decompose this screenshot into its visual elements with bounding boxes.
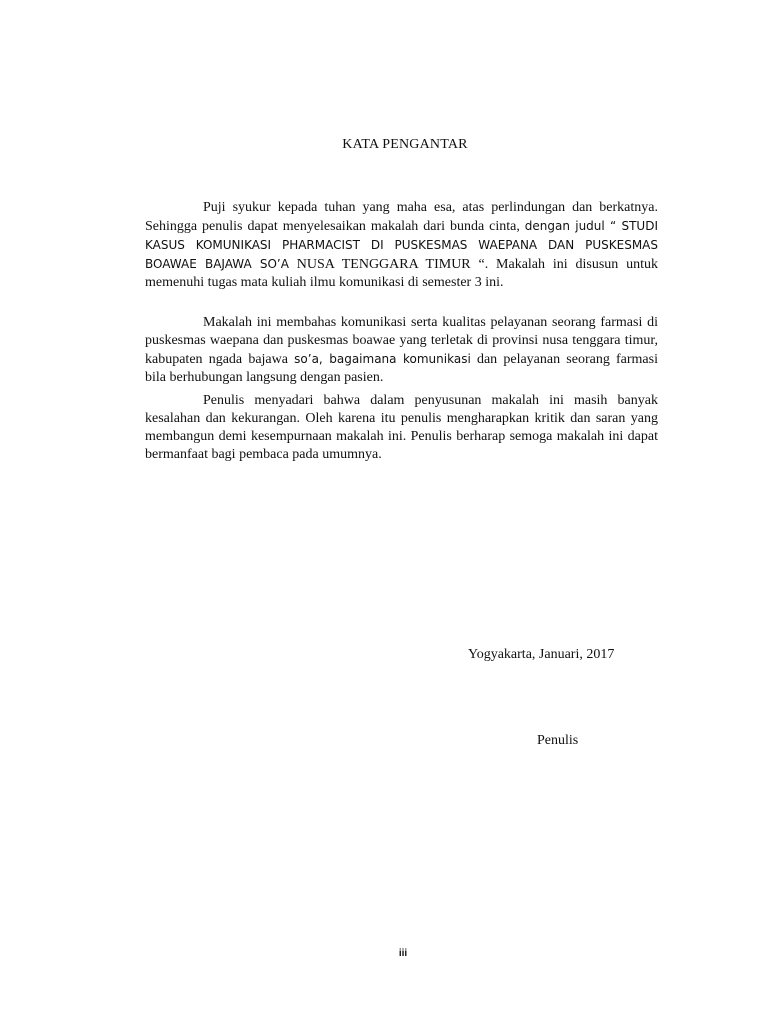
page-title: KATA PENGANTAR	[342, 137, 468, 152]
place-date: Yogyakarta, Januari, 2017	[468, 647, 615, 662]
signer-name: Penulis	[537, 733, 579, 748]
paragraph-2	[145, 314, 658, 387]
paragraph-1	[145, 199, 658, 292]
paragraph-3	[145, 392, 658, 464]
paragraph-1-text	[145, 199, 658, 292]
paragraph-1-part-1: Puji syukur kepada tuhan yang maha esa, atas perlindungan dan berkatnya. Sehingga penulis dapat menyelesaikan makalah dari bunda cinta,	[145, 200, 658, 234]
paragraph-2-part-3: dan pelayanan seorang farmasi bila berhubungan langsung dengan pasien.	[145, 352, 658, 385]
page-number: iii	[398, 948, 408, 959]
paragraph-2-sans-text: so’a, bagaimana komunikasi	[294, 352, 471, 366]
paragraph-2-text	[145, 314, 658, 387]
paragraph-1-part-3: NUSA TENGGARA TIMUR “. Makalah ini disusun untuk memenuhi tugas mata kuliah ilmu komunikasi di semester 3 ini.	[145, 257, 658, 290]
paragraph-3-text: Penulis menyadari bahwa dalam penyusunan makalah ini masih banyak kesalahan dan kekurangan. Oleh karena itu penulis mengharapkan kritik dan saran yang membangun demi kesempurnaan makalah ini. Penulis berharap semoga makalah ini dapat bermanfaat bagi pembaca pada umumnya.	[145, 393, 658, 462]
paragraph-1-title-text: dengan judul “ STUDI KASUS KOMUNIKASI PHARMACIST DI PUSKESMAS WAEPANA DAN PUSKESMAS BOAWAE BAJAWA SO’A	[145, 219, 658, 271]
paragraph-2-part-1: Makalah ini membahas komunikasi serta kualitas pelayanan seorang farmasi di puskesmas waepana dan puskesmas boawae yang terletak di provinsi nusa tenggara timur, kabupaten ngada bajawa	[145, 315, 658, 367]
